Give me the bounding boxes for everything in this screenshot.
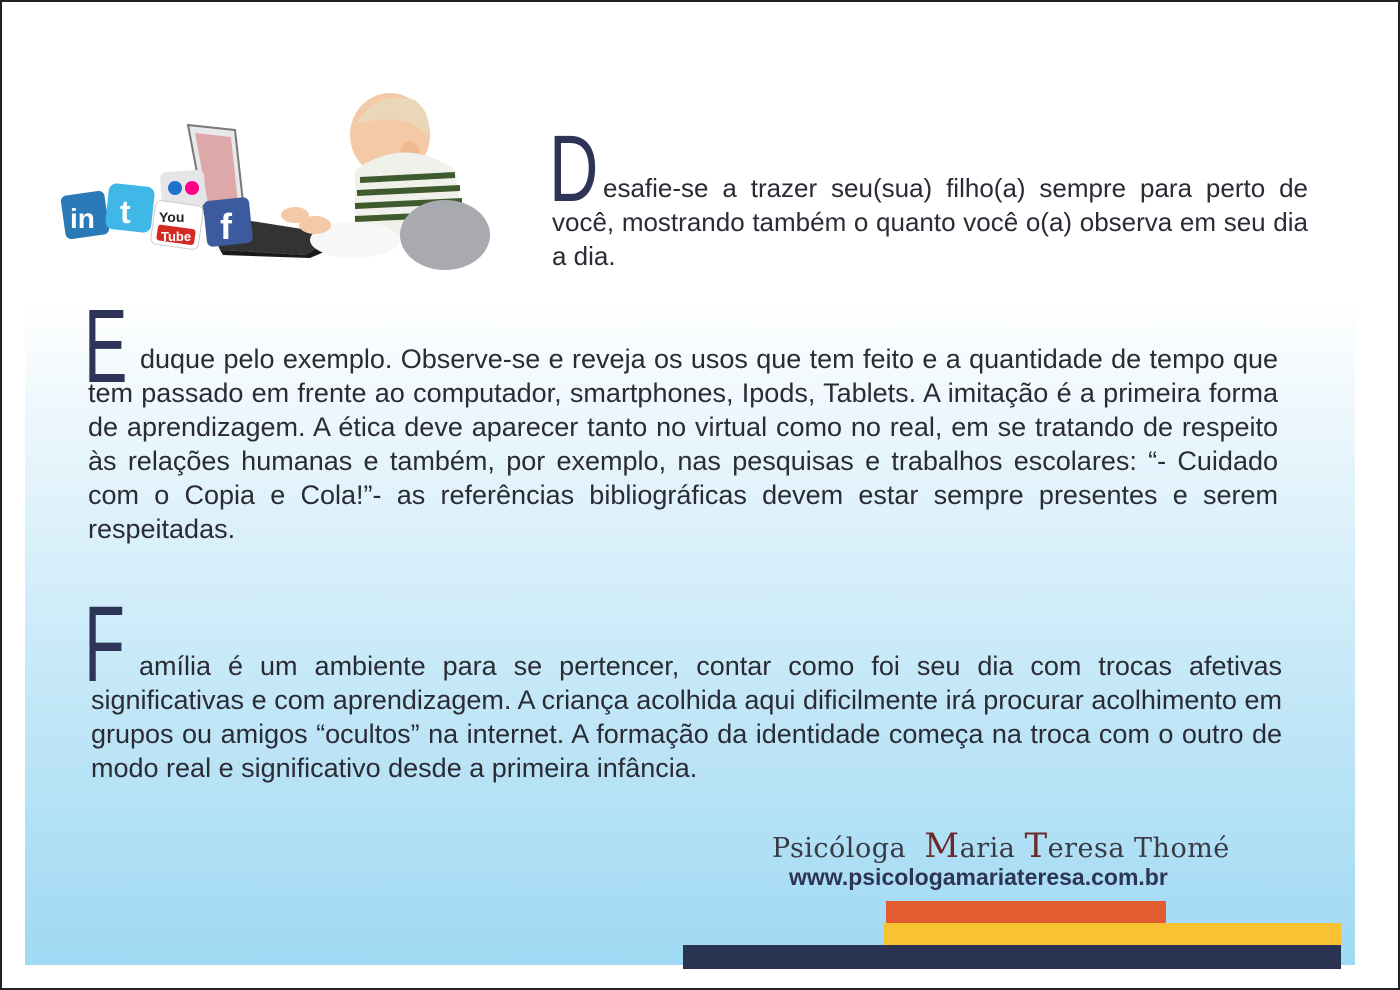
linkedin-label: in (70, 203, 95, 234)
baby-image (281, 93, 490, 270)
paragraph-desafie-first-line: esafie-se a trazer seu(sua) filho(a) sempre para perto (603, 173, 1266, 203)
facebook-icon (203, 197, 254, 248)
youtube-icon (150, 200, 204, 250)
paragraph-familia-first-line: amília é um ambiente para se pertencer, contar como foi seu dia com trocas afetivas (139, 651, 1282, 681)
facebook-label: f (220, 206, 232, 247)
paragraph-eduque (88, 342, 1278, 546)
signature-t-initial: T (1024, 826, 1048, 866)
paragraph-desafie (552, 171, 1308, 273)
drop-cap-e: E (84, 288, 128, 405)
signature-prefix: Psicóloga (772, 833, 907, 864)
youtube-label-bottom: Tube (161, 229, 192, 244)
stripe-red (886, 901, 1166, 924)
stripe-yellow (884, 923, 1341, 945)
paragraph-eduque-first-line: duque pelo exemplo. Observe-se e reveja os usos que tem feito e a quantidade de (140, 344, 1142, 374)
baby-laptop-illustration (55, 75, 500, 290)
illustration-svg (55, 75, 500, 290)
signature-t-rest: eresa (1047, 833, 1125, 864)
drop-cap-d: D (549, 116, 599, 222)
stripe-navy (683, 945, 1341, 969)
website-link[interactable]: www.psicologamariateresa.com.br (789, 864, 1168, 890)
paragraph-desafie-rest: de você, mostrando também o quanto você o(a) observa em seu dia a dia. (552, 173, 1309, 271)
signature-m-rest: aria (959, 833, 1016, 864)
twitter-label: t (120, 194, 131, 230)
signature-m-initial: M (924, 826, 960, 866)
youtube-label-top: You (159, 209, 185, 225)
signature-surname: Thomé (1134, 833, 1230, 864)
paragraph-eduque-rest: tempo que tem passado em frente ao computador, smartphones, Ipods, Tablets. A imitação é a primeira forma de aprendizagem. A ética deve aparecer tanto no virtual como no real, em se tratando de respeito às relações humanas e também, por exemplo, nas pesquisas e trabalhos escolares: “- Cuidado com o Copia e Cola!”- as referências bibliográficas devem estar sempre presentes e serem respeitadas. (88, 344, 1278, 544)
signature (772, 826, 1232, 866)
twitter-icon (105, 183, 156, 234)
drop-cap-f: F (84, 583, 125, 704)
paragraph-familia-rest: significativas e com aprendizagem. A criança acolhida aqui dificilmente irá procurar acolhimento em grupos ou amigos “ocultos” na internet. A formação da identidade começa na troca com o outro de modo real e significativo desde a primeira infância. (91, 685, 1282, 783)
linkedin-icon (60, 190, 110, 240)
paragraph-familia (91, 649, 1282, 785)
